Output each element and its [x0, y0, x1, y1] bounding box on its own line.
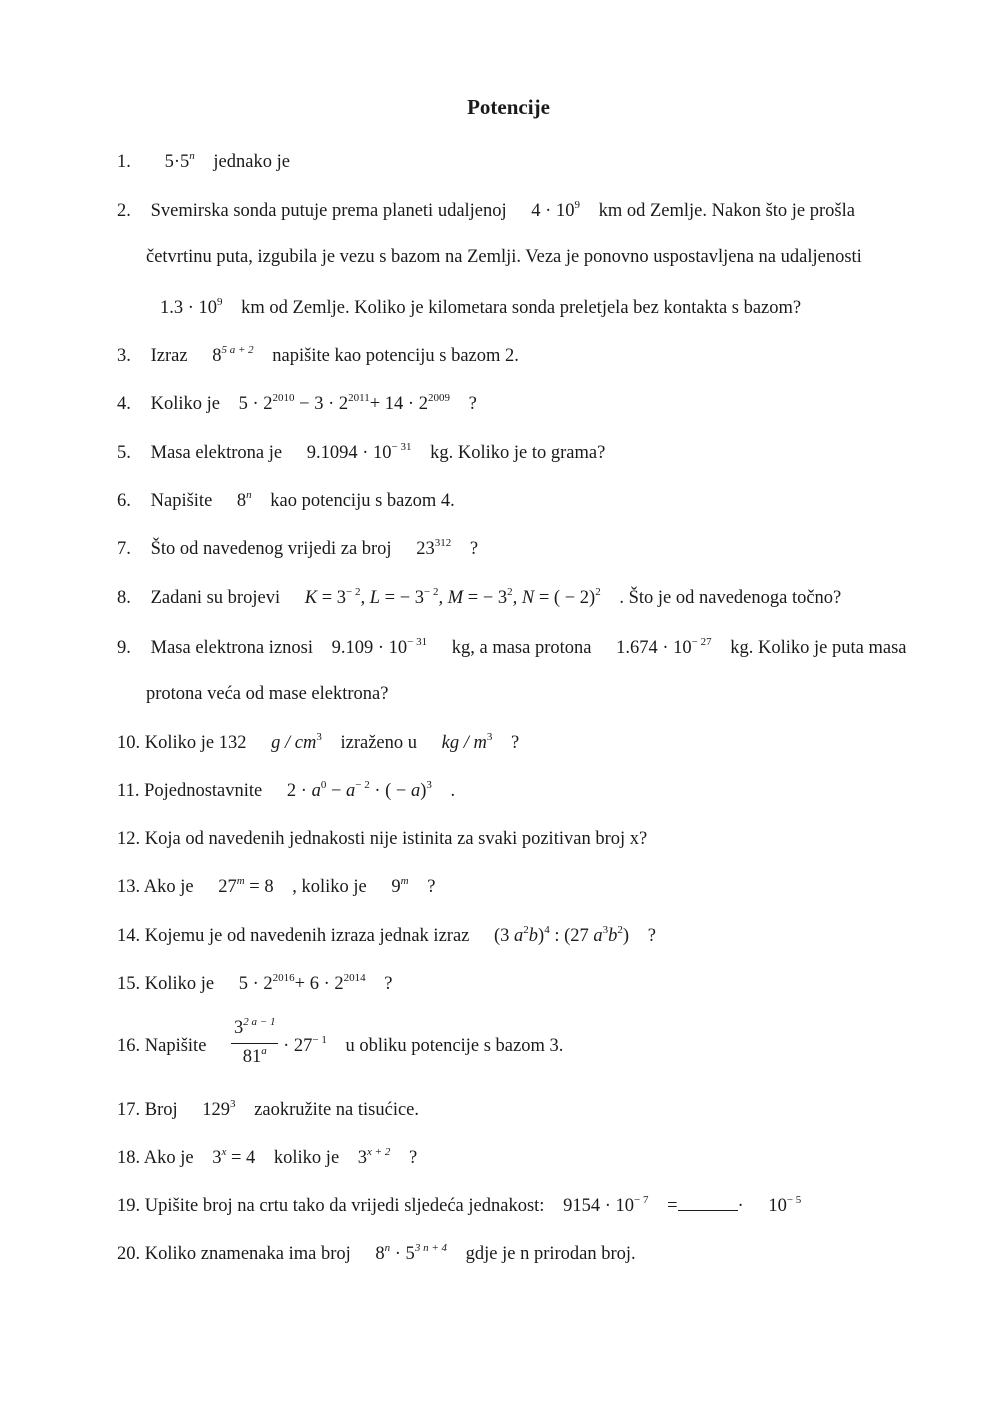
math-expression: $3^{x + 2}$	[357, 1146, 391, 1168]
question-number: 15.	[117, 974, 141, 994]
question-number: 10.	[117, 733, 141, 753]
question-text: , koliko je	[292, 877, 367, 897]
question-9-line-2: protona veća od mase elektrona?	[146, 684, 389, 704]
unit-expression: kg / $m^3$	[441, 731, 493, 753]
fraction-expression	[231, 1017, 278, 1072]
question-number: 19.	[117, 1196, 141, 1216]
question-13	[117, 873, 435, 903]
question-text: Napišite	[150, 491, 213, 511]
question-14	[117, 922, 656, 952]
math-expression: $1.674 \cdot 10^{- 27}$	[616, 636, 712, 658]
question-number: 20.	[117, 1244, 141, 1264]
question-text: kao potenciju s bazom 4.	[270, 491, 455, 511]
question-text: napišite kao potenciju s bazom 2.	[272, 346, 519, 366]
question-2-line-2: četvrtinu puta, izgubila je vezu s bazom na Zemlji. Veza je ponovno uspostavljena na udaljenosti	[146, 247, 862, 267]
question-number: 9.	[117, 638, 131, 658]
question-19	[117, 1192, 801, 1222]
question-number: 12.	[117, 829, 141, 849]
question-number: 1.	[117, 152, 131, 172]
question-text: Pojednostavnite	[144, 781, 263, 801]
question-text: zaokružite na tisućice.	[254, 1100, 420, 1120]
question-text: Masa elektrona iznosi	[150, 638, 313, 658]
question-text: Masa elektrona je	[150, 443, 283, 463]
question-text: kg. Koliko je puta masa	[730, 638, 907, 658]
math-expression: (3 $a^2b)^4$ : (27 $a^3b^2$)	[494, 924, 630, 946]
question-20	[117, 1240, 636, 1270]
question-text: Zadani su brojevi	[150, 588, 281, 608]
math-expression: $5 \cdot 2^{2016}+ 6 \cdot 2^{2014}$	[238, 972, 366, 994]
question-text: Broj	[144, 1100, 178, 1120]
question-text: Ako je	[143, 877, 194, 897]
math-expression: $8^{5 a + 2}$	[212, 344, 254, 366]
question-4	[117, 390, 477, 420]
answer-blank[interactable]	[678, 1194, 738, 1211]
question-text: Napišite	[144, 1036, 207, 1056]
question-11	[117, 777, 455, 807]
equals-sign: =	[667, 1196, 678, 1216]
question-text: koliko je	[273, 1148, 340, 1168]
question-18	[117, 1144, 417, 1174]
question-text: kg. Koliko je to grama?	[430, 443, 606, 463]
question-text: u obliku potencije s bazom 3.	[345, 1036, 564, 1056]
question-text: Kojemu je od navedenih izraza jednak izraz	[144, 926, 470, 946]
math-expression: $3^x = 4$	[212, 1146, 256, 1168]
math-expression: $23^{312}$	[416, 537, 452, 559]
math-expression: $9154 \cdot 10^{- 7}$	[563, 1194, 649, 1216]
math-expression: $27^m = 8$	[218, 875, 274, 897]
question-15	[117, 970, 393, 1000]
question-text: jednako je	[213, 152, 290, 172]
question-text: km od Zemlje. Nakon što je prošla	[598, 201, 855, 221]
question-text: ?	[408, 1148, 418, 1168]
question-2-line-3	[160, 294, 801, 324]
unit-expression: g / $cm^3$	[271, 731, 322, 753]
dot-operator: ·	[737, 1196, 744, 1216]
question-text: Koja od navedenih jednakosti nije istinita za svaki pozitivan broj x?	[144, 829, 648, 849]
question-text: Koliko je	[150, 394, 220, 414]
question-text: Svemirska sonda putuje prema planeti udaljenoj	[150, 201, 507, 221]
math-expression: 8$^n$	[236, 489, 252, 511]
question-16	[117, 1018, 563, 1076]
question-7	[117, 535, 478, 565]
question-number: 13.	[117, 877, 141, 897]
question-text: ?	[468, 394, 477, 414]
math-expression: $5\cdot 5^n$	[164, 150, 195, 172]
question-number: 11.	[117, 781, 140, 801]
question-text: gdje je n prirodan broj.	[465, 1244, 636, 1264]
question-5	[117, 439, 605, 469]
question-number: 5.	[117, 443, 131, 463]
question-number: 16.	[117, 1036, 141, 1056]
question-6	[117, 487, 455, 517]
question-1	[117, 148, 290, 178]
question-text: kg, a masa protona	[451, 638, 592, 658]
question-text: Što od navedenog vrijedi za broj	[150, 539, 392, 559]
math-expression: $10^{- 5}$	[768, 1194, 802, 1216]
question-2	[117, 197, 855, 227]
question-text: .	[450, 781, 456, 801]
question-text: km od Zemlje. Koliko je kilometara sonda preletjela bez kontakta s bazom?	[241, 298, 802, 318]
question-3	[117, 342, 519, 372]
question-text: Koliko je	[144, 974, 215, 994]
math-expression: $4 \cdot 10^9$	[531, 199, 580, 221]
question-text: Upišite broj na crtu tako da vrijedi sljedeća jednakost:	[144, 1196, 545, 1216]
question-10	[117, 729, 519, 759]
question-number: 8.	[117, 588, 131, 608]
question-text: ?	[510, 733, 520, 753]
math-expression: $1.3 \cdot 10^9$	[160, 296, 223, 318]
question-text: ?	[384, 974, 393, 994]
math-expression: $2 \cdot a^0 - a^{- 2}$ · ( − a)$^3$	[286, 779, 432, 801]
fraction-denominator: 81$^a$	[242, 1045, 267, 1068]
question-text: izraženo u	[340, 733, 417, 753]
question-number: 7.	[117, 539, 131, 559]
question-12	[117, 825, 647, 853]
question-text: Koliko znamenaka ima broj	[144, 1244, 351, 1264]
math-expression: · $27^{- 1}$	[278, 1034, 327, 1056]
math-expression: $129^3$	[202, 1098, 236, 1120]
math-expression: $8^n \cdot 5^{3 n + 4}$	[375, 1242, 447, 1264]
math-expression: $9.109 \cdot 10^{- 31}$	[331, 636, 428, 658]
math-expression: 9$^m$	[391, 875, 409, 897]
question-number: 2.	[117, 201, 131, 221]
question-text: . Što je od navedenoga točno?	[619, 588, 842, 608]
question-number: 18.	[117, 1148, 141, 1168]
question-number: 14.	[117, 926, 141, 946]
question-text: ?	[427, 877, 436, 897]
question-text: Izraz	[150, 346, 188, 366]
question-text: ?	[647, 926, 656, 946]
question-number: 17.	[117, 1100, 141, 1120]
page-title: Potencije	[467, 95, 550, 119]
question-text: Koliko je 132	[144, 733, 247, 753]
question-9	[117, 634, 906, 664]
question-number: 6.	[117, 491, 131, 511]
question-17	[117, 1096, 419, 1126]
question-text: Ako je	[143, 1148, 194, 1168]
question-text: ?	[469, 539, 479, 559]
question-8	[117, 584, 841, 614]
question-number: 3.	[117, 346, 131, 366]
math-expression: $9.1094 \cdot 10^{- 31}$	[306, 441, 412, 463]
math-expression: $5 \cdot 2^{2010} - 3 \cdot 2^{2011}+ 14 \cdot 2^{2009}$	[238, 392, 450, 414]
question-number: 4.	[117, 394, 131, 414]
fraction-numerator: $3^{2 a - 1}$	[231, 1017, 278, 1044]
math-expression: $K = 3^{- 2}$, L = − $3^{- 2}$, M = − $3^2$, N = ( − 2)$^2$	[304, 586, 601, 608]
